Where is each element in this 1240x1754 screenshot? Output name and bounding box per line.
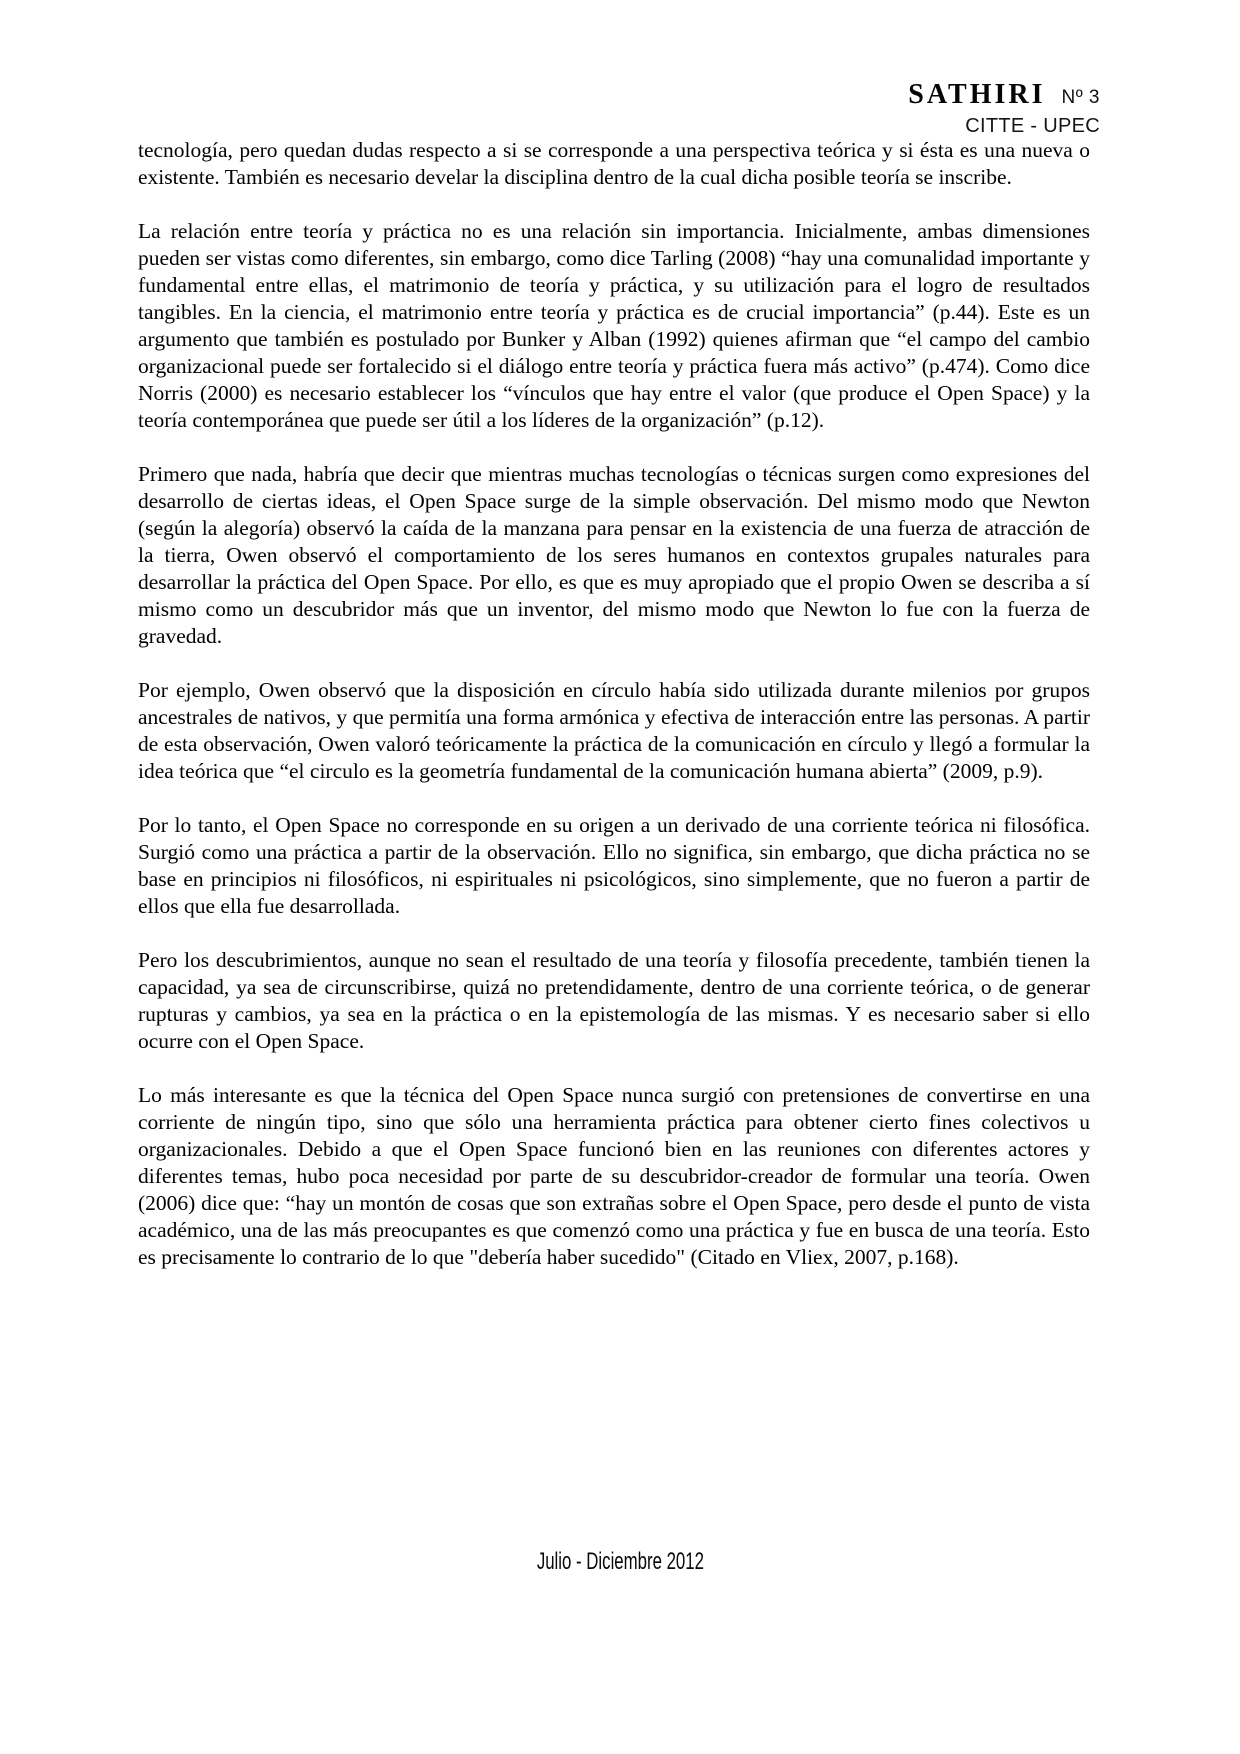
paragraph-theory-practice: La relación entre teoría y práctica no es una relación sin importancia. Inicialmente, ambas dimensiones pueden ser vistas como diferentes, sin embargo, como dice Tarling (2008) “hay una comunalidad importante y fundamental entre ellas, el matrimonio de teoría y práctica, y su utilización para el logro de resultados tangibles. En la ciencia, el matrimonio entre teoría y práctica es de crucial importancia” (p.44). Este es un argumento que también es postulado por Bunker y Alban (1992) quienes afirman que “el campo del cambio organizacional puede ser fortalecido si el diálogo entre teoría y práctica fuera más activo” (p.474). Como dice Norris (2000) es necesario establecer los “vínculos que hay entre el valor (que produce el Open Space) y la teoría contemporánea que puede ser útil a los líderes de la organización” (p.12). xyxy=(138,219,1090,432)
institution-name: CITTE - UPEC xyxy=(965,115,1100,137)
paragraph-observation-origin: Primero que nada, habría que decir que mientras muchas tecnologías o técnicas surgen como expresiones del desarrollo de ciertas ideas, el Open Space surge de la simple observación. Del mismo modo que Newton (según la alegoría) observó la caída de la manzana para pensar en la existencia de una fuerza de atracción de la tierra, Owen observó el comportamiento de los seres humanos en contextos grupales naturales para desarrollar la práctica del Open Space. Por ello, es que es muy apropiado que el propio Owen se describa a sí mismo como un descubridor más que un inventor, del mismo modo que Newton lo fue con la fuerza de gravedad. xyxy=(138,462,1090,648)
journal-title: SATHIRI xyxy=(908,79,1046,110)
article-body xyxy=(138,137,1090,1298)
paragraph-continuation: tecnología, pero quedan dudas respecto a si se corresponde a una perspectiva teórica y si ésta es una nueva o existente. También es necesario develar la disciplina dentro de la cual dicha posible teoría se inscribe. xyxy=(138,138,1090,189)
issue-period: Julio - Diciembre 2012 xyxy=(536,1548,704,1575)
paragraph-open-space-tool: Lo más interesante es que la técnica del Open Space nunca surgió con pretensiones de convertirse en una corriente de ningún tipo, sino que sólo una herramienta práctica para obtener cierto fines colectivos u organizacionales. Debido a que el Open Space funcionó bien en las reuniones con diferentes actores y diferentes temas, hubo poca necesidad por parte de su descubridor-creador de formular una teoría. Owen (2006) dice que: “hay un montón de cosas que son extrañas sobre el Open Space, pero desde el punto de vista académico, una de las más preocupantes es que comenzó como una práctica y fue en busca de una teoría. Esto es precisamente lo contrario de lo que "debería haber sucedido" (Citado en Vliex, 2007, p.168). xyxy=(138,1083,1090,1269)
page-footer xyxy=(0,1548,1240,1576)
paragraph-circle-example: Por ejemplo, Owen observó que la disposición en círculo había sido utilizada durante milenios por grupos ancestrales de nativos, y que permitía una forma armónica y efectiva de interacción entre las personas. A partir de esta observación, Owen valoró teóricamente la práctica de la comunicación en círculo y llegó a formular la idea teórica que “el circulo es la geometría fundamental de la comunicación humana abierta” (2009, p.9). xyxy=(138,678,1090,783)
journal-masthead xyxy=(908,80,1100,114)
paragraph-discoveries: Pero los descubrimientos, aunque no sean el resultado de una teoría y filosofía precedente, también tienen la capacidad, ya sea de circunscribirse, quizá no pretendidamente, dentro de una corriente teórica, o de generar rupturas y cambios, ya sea en la práctica o en la epistemología de las mismas. Y es necesario saber si ello ocurre con el Open Space. xyxy=(138,948,1090,1053)
issue-number: Nº 3 xyxy=(1061,87,1100,108)
page-header xyxy=(908,80,1100,137)
paragraph-no-theoretical-origin: Por lo tanto, el Open Space no corresponde en su origen a un derivado de una corriente teórica ni filosófica. Surgió como una práctica a partir de la observación. Ello no significa, sin embargo, que dicha práctica no se base en principios ni filosóficos, ni espirituales ni psicológicos, sino simplemente, que no fueron a partir de ellos que ella fue desarrollada. xyxy=(138,813,1090,918)
